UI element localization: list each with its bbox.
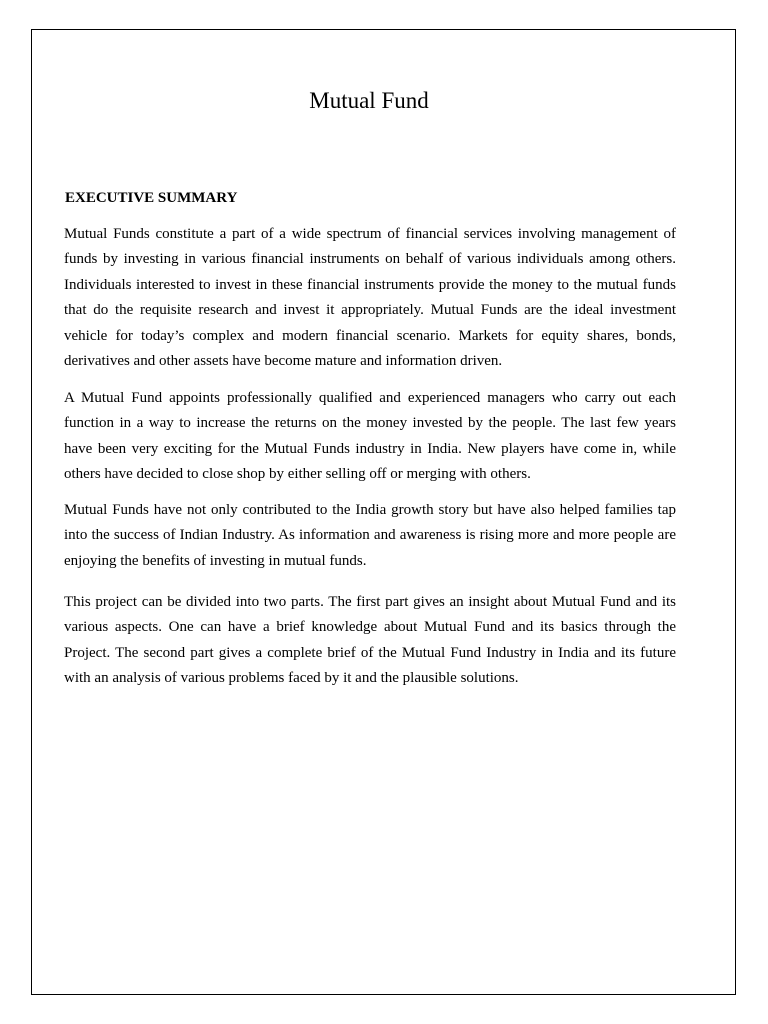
document-title: Mutual Fund [309,88,429,113]
paragraph-1: Mutual Funds constitute a part of a wide spectrum of financial services involving management of funds by investing in various financial instruments on behalf of various individuals among others. Individuals interested to invest in these financial instruments provide the money to the mutual funds that do the requisite research and invest it appropriately. Mutual Funds are the ideal investment vehicle for today’s complex and modern financial scenario. Markets for equity shares, bonds, derivatives and other assets have become mature and information driven. [64,226,676,370]
paragraph-3: Mutual Funds have not only contributed to the India growth story but have also helped families tap into the success of Indian Industry. As information and awareness is rising more and more people are enjoying the benefits of investing in mutual funds. [64,502,676,569]
paragraph-2: A Mutual Fund appoints professionally qualified and experienced managers who carry out each function in a way to increase the returns on the money invested by the people. The last few years have been very exciting for the Mutual Funds industry in India. New players have come in, while others have decided to close shop by either selling off or merging with others. [64,390,676,483]
paragraph-4: This project can be divided into two parts. The first part gives an insight about Mutual Fund and its various aspects. One can have a brief knowledge about Mutual Fund and its basics through the Project. The second part gives a complete brief of the Mutual Fund Industry in India and its future with an analysis of various problems faced by it and the plausible solutions. [64,594,676,687]
section-heading-executive-summary: EXECUTIVE SUMMARY [65,190,238,206]
